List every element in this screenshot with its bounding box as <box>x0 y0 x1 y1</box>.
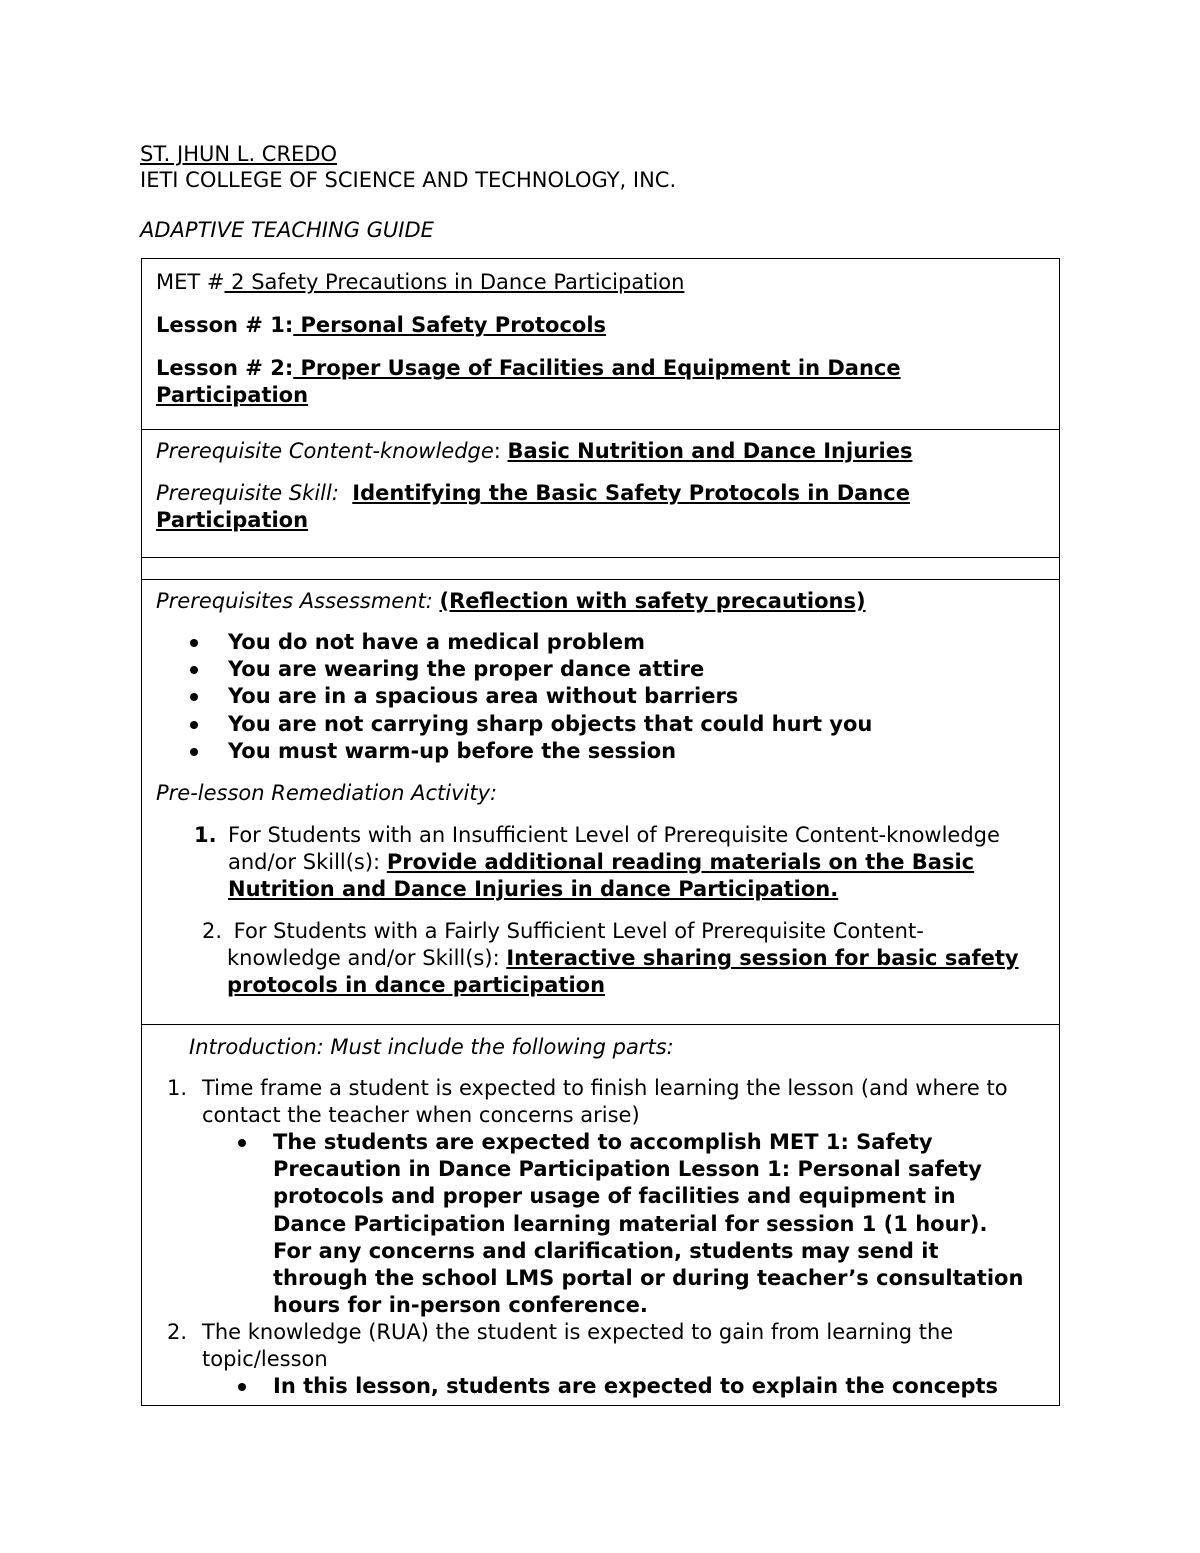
prereq-skill-line: Prerequisite Skill: Identifying the Basic Safety Protocols in Dance Participation <box>156 481 910 532</box>
intro-item-2-detail: In this lesson, students are expected to explain the concepts <box>156 1373 1045 1400</box>
assessment-line: Prerequisites Assessment: (Reflection with safety precautions) <box>156 589 866 613</box>
lesson2-title: Proper Usage of Facilities and Equipment in Dance <box>293 356 901 380</box>
author-name: ST. JHUN L. CREDO <box>140 142 338 166</box>
intro-item-1-detail: The students are expected to accomplish MET 1: Safety Precaution in Dance Participation Lesson 1: Personal safety protocols and proper usage of facilities and equipment in Dance Participation learning material for session 1 (1 hour). For any concerns and clarification, students may send it through the school LMS portal or during teacher’s consultation hours for in-person conference. <box>156 1129 1045 1319</box>
list-item: You are not carrying sharp objects that could hurt you <box>156 711 1045 738</box>
list-item: You are wearing the proper dance attire <box>156 656 1045 683</box>
list-item: You must warm-up before the session <box>156 738 1045 765</box>
met-title: 2 Safety Precautions in Dance Participation <box>224 270 685 294</box>
list-item: You do not have a medical problem <box>156 629 1045 656</box>
guide-title: ADAPTIVE TEACHING GUIDE <box>140 218 434 242</box>
met-line: MET # 2 Safety Precautions in Dance Participation <box>156 270 685 294</box>
prerequisite-cell <box>142 430 1060 558</box>
list-item: You are in a spacious area without barriers <box>156 683 1045 710</box>
school-name: IETI COLLEGE OF SCIENCE AND TECHNOLOGY, INC. <box>140 168 677 192</box>
introduction-title: Introduction: Must include the following parts: <box>189 1035 674 1059</box>
met-cell <box>142 259 1060 430</box>
teaching-guide-table <box>141 258 1060 1406</box>
empty-cell <box>142 558 1060 580</box>
prereq-skill-value: Identifying the Basic Safety Protocols in Dance <box>352 481 910 505</box>
prereq-content-value: Basic Nutrition and Dance Injuries <box>507 439 913 463</box>
assessment-cell <box>142 580 1060 1025</box>
intro-item-2: 2. The knowledge (RUA) the student is expected to gain from learning the topic/lesson <box>167 1320 954 1372</box>
lesson2-line: Lesson # 2: Proper Usage of Facilities and Equipment in Dance Participation <box>156 356 901 407</box>
lesson2-title-cont: Participation <box>156 383 309 407</box>
introduction-cell <box>142 1025 1060 1406</box>
lesson1-line: Lesson # 1: Personal Safety Protocols <box>156 313 607 337</box>
remediation-item-2: 2. For Students with a Fairly Sufficient Level of Prerequisite Content- knowledge and/or Skill(s): Interactive sharing session for basic safety protocols in dance participation <box>202 919 1019 998</box>
lesson1-title: Personal Safety Protocols <box>293 313 607 337</box>
assessment-list <box>156 629 1045 765</box>
remediation-item-1: 1. For Students with an Insufficient Level of Prerequisite Content-knowledge and/or Skill(s): Provide additional reading materials on the Basic Nutrition and Dance Injuries in dance Participation. <box>194 823 1000 902</box>
assessment-value: (Reflection with safety precautions) <box>439 589 866 613</box>
prereq-content-line: Prerequisite Content-knowledge: Basic Nutrition and Dance Injuries <box>156 439 913 463</box>
remediation-label: Pre-lesson Remediation Activity: <box>156 781 498 806</box>
intro-item-1: 1. Time frame a student is expected to finish learning the lesson (and where to contact the teacher when concerns arise) <box>167 1076 1008 1127</box>
